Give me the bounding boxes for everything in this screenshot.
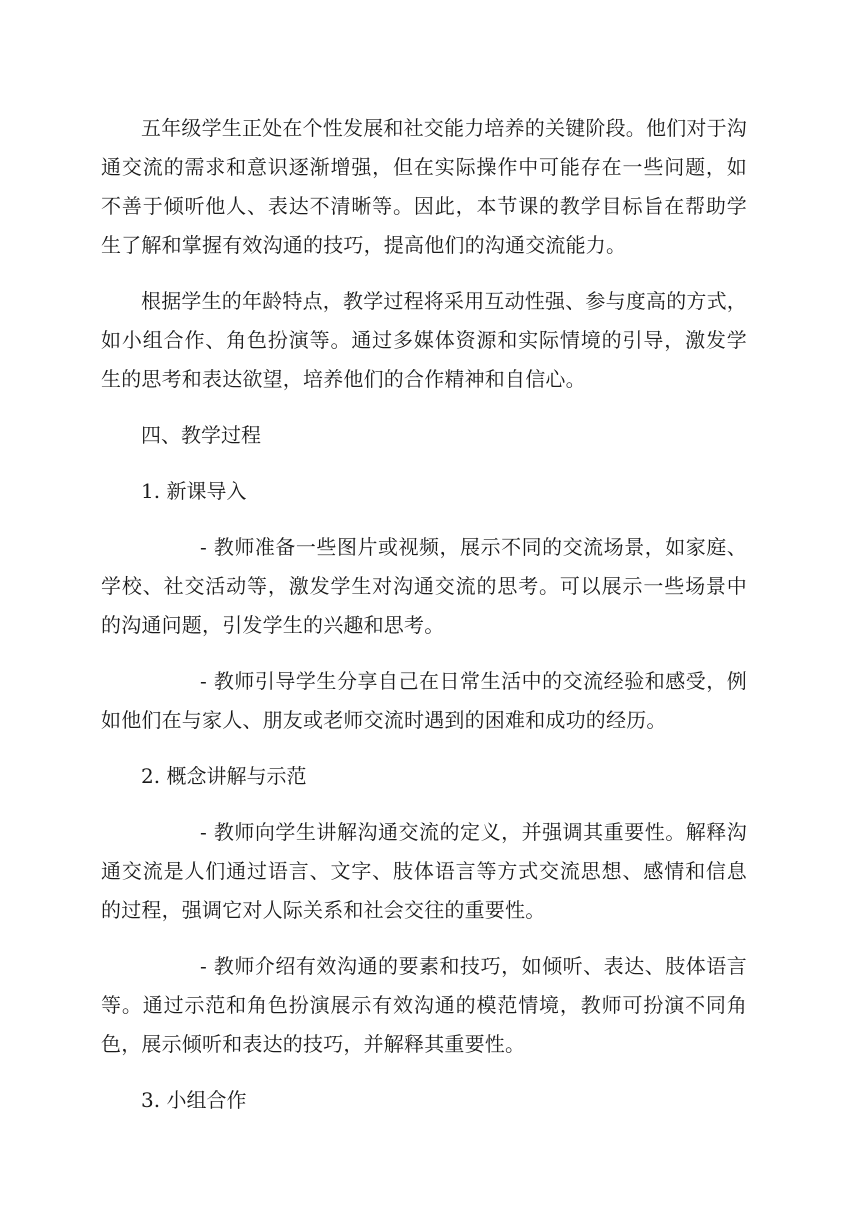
step-3-heading: 3. 小组合作: [141, 1088, 247, 1112]
step-1-bullet-1: - 教师准备一些图片或视频，展示不同的交流场景，如家庭、学校、社交活动等，激发学生对沟通交流的思考。可以展示一些场景中的沟通问题，引发学生的兴趣和思考。: [101, 535, 747, 637]
intro-paragraph-2: 根据学生的年龄特点，教学过程将采用互动性强、参与度高的方式，如小组合作、角色扮演等。通过多媒体资源和实际情境的引导，激发学生的思考和表达欲望，培养他们的合作精神和自信心。: [101, 289, 747, 391]
step-1-heading: 1. 新课导入: [141, 479, 247, 503]
step-2-bullet-1: - 教师向学生讲解沟通交流的定义，并强调其重要性。解释沟通交流是人们通过语言、文字、肢体语言等方式交流思想、感情和信息的过程，强调它对人际关系和社会交往的重要性。: [101, 820, 747, 922]
step-1-bullet-2: - 教师引导学生分享自己在日常生活中的交流经验和感受，例如他们在与家人、朋友或老师交流时遇到的困难和成功的经历。: [101, 669, 747, 732]
step-2-bullet-2: - 教师介绍有效沟通的要素和技巧，如倾听、表达、肢体语言等。通过示范和角色扮演展示有效沟通的模范情境，教师可扮演不同角色，展示倾听和表达的技巧，并解释其重要性。: [101, 954, 747, 1056]
intro-paragraph-1: 五年级学生正处在个性发展和社交能力培养的关键阶段。他们对于沟通交流的需求和意识逐渐增强，但在实际操作中可能存在一些问题，如不善于倾听他人、表达不清晰等。因此，本节课的教学目标旨在帮助学生了解和掌握有效沟通的技巧，提高他们的沟通交流能力。: [101, 116, 747, 257]
step-2-heading: 2. 概念讲解与示范: [141, 764, 307, 788]
section-title: 四、教学过程: [141, 423, 261, 447]
document-body: [101, 109, 747, 1137]
